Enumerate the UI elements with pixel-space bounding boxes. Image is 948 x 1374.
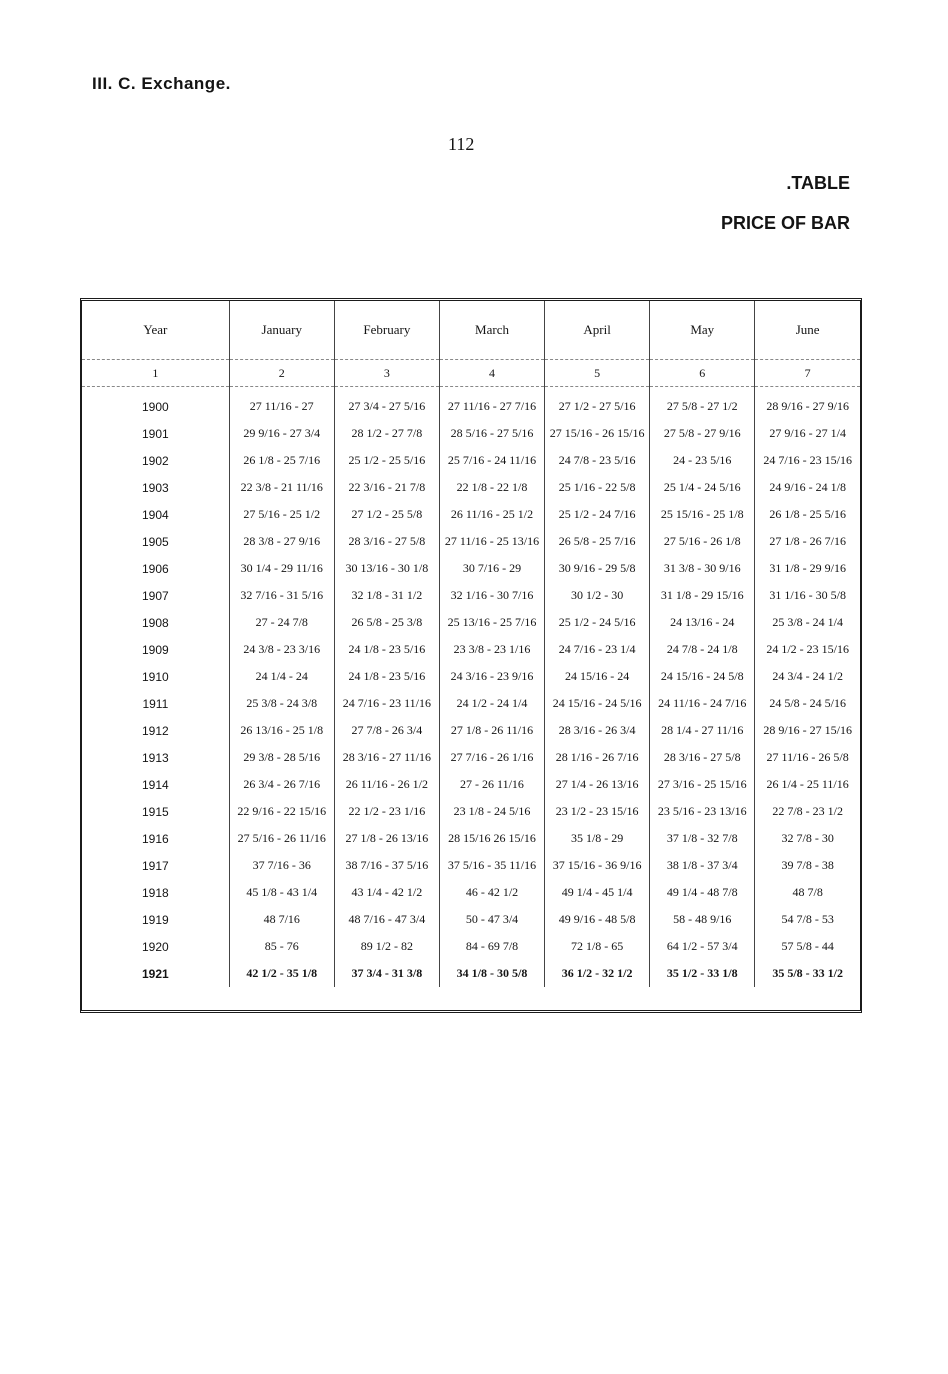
price-cell: 30 1/2 - 30 — [545, 582, 650, 609]
price-cell: 25 3/8 - 24 1/4 — [755, 609, 860, 636]
price-cell: 30 7/16 - 29 — [439, 555, 544, 582]
price-cell: 26 11/16 - 26 1/2 — [334, 771, 439, 798]
column-number: 4 — [439, 360, 544, 387]
price-cell: 22 7/8 - 23 1/2 — [755, 798, 860, 825]
price-table — [82, 301, 860, 987]
page-number: 112 — [448, 134, 475, 154]
price-cell: 28 5/16 - 27 5/16 — [439, 420, 544, 447]
year-cell: 1903 — [141, 480, 169, 495]
column-number: 2 — [229, 360, 334, 387]
price-cell: 46 - 42 1/2 — [439, 879, 544, 906]
price-cell: 25 13/16 - 25 7/16 — [439, 609, 544, 636]
price-cell: 35 1/8 - 29 — [545, 825, 650, 852]
price-cell: 27 11/16 - 27 — [229, 387, 334, 421]
column-number: 3 — [334, 360, 439, 387]
price-cell: 24 1/8 - 23 5/16 — [334, 636, 439, 663]
price-cell: 26 13/16 - 25 1/8 — [229, 717, 334, 744]
price-cell: 27 5/16 - 25 1/2 — [229, 501, 334, 528]
price-cell: 27 11/16 - 27 7/16 — [439, 387, 544, 421]
price-cell: 58 - 48 9/16 — [650, 906, 755, 933]
column-header-march: March — [439, 301, 544, 360]
price-cell: 25 15/16 - 25 1/8 — [650, 501, 755, 528]
table-row — [82, 582, 860, 609]
price-cell: 28 1/4 - 27 11/16 — [650, 717, 755, 744]
price-cell: 27 3/4 - 27 5/16 — [334, 387, 439, 421]
year-cell: 1921 — [141, 966, 169, 981]
column-header-january: January — [229, 301, 334, 360]
year-cell: 1904 — [141, 507, 169, 522]
year-cell: 1907 — [141, 588, 169, 603]
price-cell: 22 3/8 - 21 11/16 — [229, 474, 334, 501]
price-cell: 27 1/8 - 26 7/16 — [755, 528, 860, 555]
price-cell: 24 7/8 - 23 5/16 — [545, 447, 650, 474]
price-cell: 27 5/8 - 27 1/2 — [650, 387, 755, 421]
price-cell: 24 1/8 - 23 5/16 — [334, 663, 439, 690]
price-cell: 26 11/16 - 25 1/2 — [439, 501, 544, 528]
price-cell: 35 5/8 - 33 1/2 — [755, 960, 860, 987]
section-label: III. C. Exchange. — [92, 74, 231, 93]
price-cell: 31 1/8 - 29 9/16 — [755, 555, 860, 582]
column-header-february: February — [334, 301, 439, 360]
price-cell: 30 9/16 - 29 5/8 — [545, 555, 650, 582]
price-cell: 28 3/16 - 27 11/16 — [334, 744, 439, 771]
price-cell: 27 7/8 - 26 3/4 — [334, 717, 439, 744]
year-cell: 1914 — [141, 777, 169, 792]
price-cell: 64 1/2 - 57 3/4 — [650, 933, 755, 960]
price-cell: 27 7/16 - 26 1/16 — [439, 744, 544, 771]
price-cell: 27 - 24 7/8 — [229, 609, 334, 636]
price-cell: 48 7/16 - 47 3/4 — [334, 906, 439, 933]
price-cell: 24 7/16 - 23 11/16 — [334, 690, 439, 717]
price-cell: 43 1/4 - 42 1/2 — [334, 879, 439, 906]
price-cell: 37 3/4 - 31 3/8 — [334, 960, 439, 987]
table-row — [82, 636, 860, 663]
price-cell: 24 3/8 - 23 3/16 — [229, 636, 334, 663]
year-cell: 1917 — [141, 858, 169, 873]
price-cell: 30 1/4 - 29 11/16 — [229, 555, 334, 582]
price-cell: 23 1/8 - 24 5/16 — [439, 798, 544, 825]
year-cell: 1916 — [141, 831, 169, 846]
price-cell: 89 1/2 - 82 — [334, 933, 439, 960]
price-cell: 28 9/16 - 27 9/16 — [755, 387, 860, 421]
table-row — [82, 387, 860, 421]
table-row — [82, 960, 860, 987]
table-row — [82, 852, 860, 879]
column-number: 5 — [545, 360, 650, 387]
price-cell: 48 7/8 — [755, 879, 860, 906]
column-number: 1 — [82, 360, 229, 387]
price-cell: 25 1/2 - 25 5/16 — [334, 447, 439, 474]
price-cell: 27 1/2 - 27 5/16 — [545, 387, 650, 421]
price-cell: 27 9/16 - 27 1/4 — [755, 420, 860, 447]
price-cell: 49 9/16 - 48 5/8 — [545, 906, 650, 933]
table-row — [82, 771, 860, 798]
table-row — [82, 501, 860, 528]
price-cell: 49 1/4 - 48 7/8 — [650, 879, 755, 906]
price-cell: 25 1/2 - 24 5/16 — [545, 609, 650, 636]
price-cell: 28 3/16 - 26 3/4 — [545, 717, 650, 744]
price-cell: 24 13/16 - 24 — [650, 609, 755, 636]
table-label: .TABLE — [786, 173, 850, 193]
year-cell: 1910 — [141, 669, 169, 684]
price-cell: 28 9/16 - 27 15/16 — [755, 717, 860, 744]
column-number-row — [82, 360, 860, 387]
price-cell: 45 1/8 - 43 1/4 — [229, 879, 334, 906]
price-cell: 36 1/2 - 32 1/2 — [545, 960, 650, 987]
column-header-year: Year — [82, 301, 229, 360]
year-cell: 1906 — [141, 561, 169, 576]
price-cell: 37 7/16 - 36 — [229, 852, 334, 879]
table-row — [82, 717, 860, 744]
price-cell: 25 1/2 - 24 7/16 — [545, 501, 650, 528]
price-cell: 24 1/4 - 24 — [229, 663, 334, 690]
table-row — [82, 420, 860, 447]
table-row — [82, 798, 860, 825]
price-cell: 39 7/8 - 38 — [755, 852, 860, 879]
price-cell: 26 3/4 - 26 7/16 — [229, 771, 334, 798]
price-cell: 27 1/8 - 26 11/16 — [439, 717, 544, 744]
price-cell: 28 1/2 - 27 7/8 — [334, 420, 439, 447]
price-cell: 26 5/8 - 25 3/8 — [334, 609, 439, 636]
year-cell: 1915 — [141, 804, 169, 819]
price-cell: 24 - 23 5/16 — [650, 447, 755, 474]
price-cell: 37 5/16 - 35 11/16 — [439, 852, 544, 879]
price-cell: 27 5/16 - 26 1/8 — [650, 528, 755, 555]
price-cell: 26 1/8 - 25 7/16 — [229, 447, 334, 474]
year-cell: 1911 — [142, 696, 169, 711]
price-cell: 27 5/8 - 27 9/16 — [650, 420, 755, 447]
price-cell: 28 3/8 - 27 9/16 — [229, 528, 334, 555]
price-cell: 37 15/16 - 36 9/16 — [545, 852, 650, 879]
price-cell: 34 1/8 - 30 5/8 — [439, 960, 544, 987]
price-cell: 72 1/8 - 65 — [545, 933, 650, 960]
price-cell: 57 5/8 - 44 — [755, 933, 860, 960]
price-cell: 27 15/16 - 26 15/16 — [545, 420, 650, 447]
price-cell: 37 1/8 - 32 7/8 — [650, 825, 755, 852]
price-cell: 32 1/8 - 31 1/2 — [334, 582, 439, 609]
price-cell: 25 1/16 - 22 5/8 — [545, 474, 650, 501]
price-cell: 28 3/16 - 27 5/8 — [334, 528, 439, 555]
price-cell: 24 9/16 - 24 1/8 — [755, 474, 860, 501]
price-cell: 24 15/16 - 24 — [545, 663, 650, 690]
price-cell: 24 3/4 - 24 1/2 — [755, 663, 860, 690]
table-row — [82, 906, 860, 933]
price-cell: 38 1/8 - 37 3/4 — [650, 852, 755, 879]
price-cell: 42 1/2 - 35 1/8 — [229, 960, 334, 987]
price-cell: 32 7/8 - 30 — [755, 825, 860, 852]
price-cell: 28 3/16 - 27 5/8 — [650, 744, 755, 771]
table-row — [82, 474, 860, 501]
column-number: 7 — [755, 360, 860, 387]
price-cell: 29 9/16 - 27 3/4 — [229, 420, 334, 447]
year-cell: 1913 — [141, 750, 169, 765]
table-row — [82, 609, 860, 636]
price-cell: 24 1/2 - 24 1/4 — [439, 690, 544, 717]
price-cell: 27 1/8 - 26 13/16 — [334, 825, 439, 852]
price-cell: 27 11/16 - 26 5/8 — [755, 744, 860, 771]
year-cell: 1905 — [141, 534, 169, 549]
price-cell: 24 7/8 - 24 1/8 — [650, 636, 755, 663]
price-cell: 25 3/8 - 24 3/8 — [229, 690, 334, 717]
price-cell: 32 1/16 - 30 7/16 — [439, 582, 544, 609]
price-cell: 27 1/2 - 25 5/8 — [334, 501, 439, 528]
price-cell: 32 7/16 - 31 5/16 — [229, 582, 334, 609]
price-cell: 25 1/4 - 24 5/16 — [650, 474, 755, 501]
year-cell: 1909 — [141, 642, 169, 657]
price-cell: 48 7/16 — [229, 906, 334, 933]
year-cell: 1919 — [141, 912, 169, 927]
column-header-april: April — [545, 301, 650, 360]
table-row — [82, 879, 860, 906]
table-row — [82, 663, 860, 690]
price-cell: 24 15/16 - 24 5/16 — [545, 690, 650, 717]
price-cell: 35 1/2 - 33 1/8 — [650, 960, 755, 987]
table-row — [82, 528, 860, 555]
year-cell: 1918 — [141, 885, 169, 900]
price-cell: 85 - 76 — [229, 933, 334, 960]
year-cell: 1912 — [141, 723, 169, 738]
price-cell: 25 7/16 - 24 11/16 — [439, 447, 544, 474]
price-cell: 31 1/16 - 30 5/8 — [755, 582, 860, 609]
price-cell: 27 11/16 - 25 13/16 — [439, 528, 544, 555]
price-cell: 23 5/16 - 23 13/16 — [650, 798, 755, 825]
price-cell: 24 7/16 - 23 1/4 — [545, 636, 650, 663]
price-cell: 26 5/8 - 25 7/16 — [545, 528, 650, 555]
table-row — [82, 447, 860, 474]
price-cell: 24 1/2 - 23 15/16 — [755, 636, 860, 663]
price-cell: 23 1/2 - 23 15/16 — [545, 798, 650, 825]
table-row — [82, 744, 860, 771]
price-cell: 27 - 26 11/16 — [439, 771, 544, 798]
table-row — [82, 690, 860, 717]
price-cell: 84 - 69 7/8 — [439, 933, 544, 960]
price-cell: 27 1/4 - 26 13/16 — [545, 771, 650, 798]
table-body — [82, 387, 860, 988]
table-title: PRICE OF BAR — [720, 213, 850, 233]
price-cell: 31 1/8 - 29 15/16 — [650, 582, 755, 609]
price-cell: 24 3/16 - 23 9/16 — [439, 663, 544, 690]
table-row — [82, 825, 860, 852]
price-cell: 22 1/2 - 23 1/16 — [334, 798, 439, 825]
column-header-june: June — [755, 301, 860, 360]
column-number: 6 — [650, 360, 755, 387]
price-cell: 29 3/8 - 28 5/16 — [229, 744, 334, 771]
column-header-row — [82, 301, 860, 360]
table-row — [82, 933, 860, 960]
year-cell: 1901 — [141, 426, 169, 441]
price-cell: 30 13/16 - 30 1/8 — [334, 555, 439, 582]
table-row — [82, 555, 860, 582]
price-cell: 22 1/8 - 22 1/8 — [439, 474, 544, 501]
year-cell: 1920 — [141, 939, 169, 954]
year-cell: 1908 — [141, 615, 169, 630]
price-cell: 31 3/8 - 30 9/16 — [650, 555, 755, 582]
price-cell: 28 15/16 26 15/16 — [439, 825, 544, 852]
price-cell: 49 1/4 - 45 1/4 — [545, 879, 650, 906]
price-cell: 54 7/8 - 53 — [755, 906, 860, 933]
price-table-frame — [80, 298, 862, 1013]
price-cell: 50 - 47 3/4 — [439, 906, 544, 933]
price-cell: 26 1/4 - 25 11/16 — [755, 771, 860, 798]
price-cell: 22 3/16 - 21 7/8 — [334, 474, 439, 501]
year-cell: 1902 — [141, 453, 169, 468]
price-cell: 22 9/16 - 22 15/16 — [229, 798, 334, 825]
price-cell: 27 3/16 - 25 15/16 — [650, 771, 755, 798]
year-cell: 1900 — [141, 399, 169, 414]
price-cell: 38 7/16 - 37 5/16 — [334, 852, 439, 879]
price-cell: 23 3/8 - 23 1/16 — [439, 636, 544, 663]
price-cell: 27 5/16 - 26 11/16 — [229, 825, 334, 852]
price-cell: 24 5/8 - 24 5/16 — [755, 690, 860, 717]
column-header-may: May — [650, 301, 755, 360]
price-cell: 24 7/16 - 23 15/16 — [755, 447, 860, 474]
price-cell: 24 15/16 - 24 5/8 — [650, 663, 755, 690]
price-cell: 26 1/8 - 25 5/16 — [755, 501, 860, 528]
price-cell: 28 1/16 - 26 7/16 — [545, 744, 650, 771]
price-cell: 24 11/16 - 24 7/16 — [650, 690, 755, 717]
